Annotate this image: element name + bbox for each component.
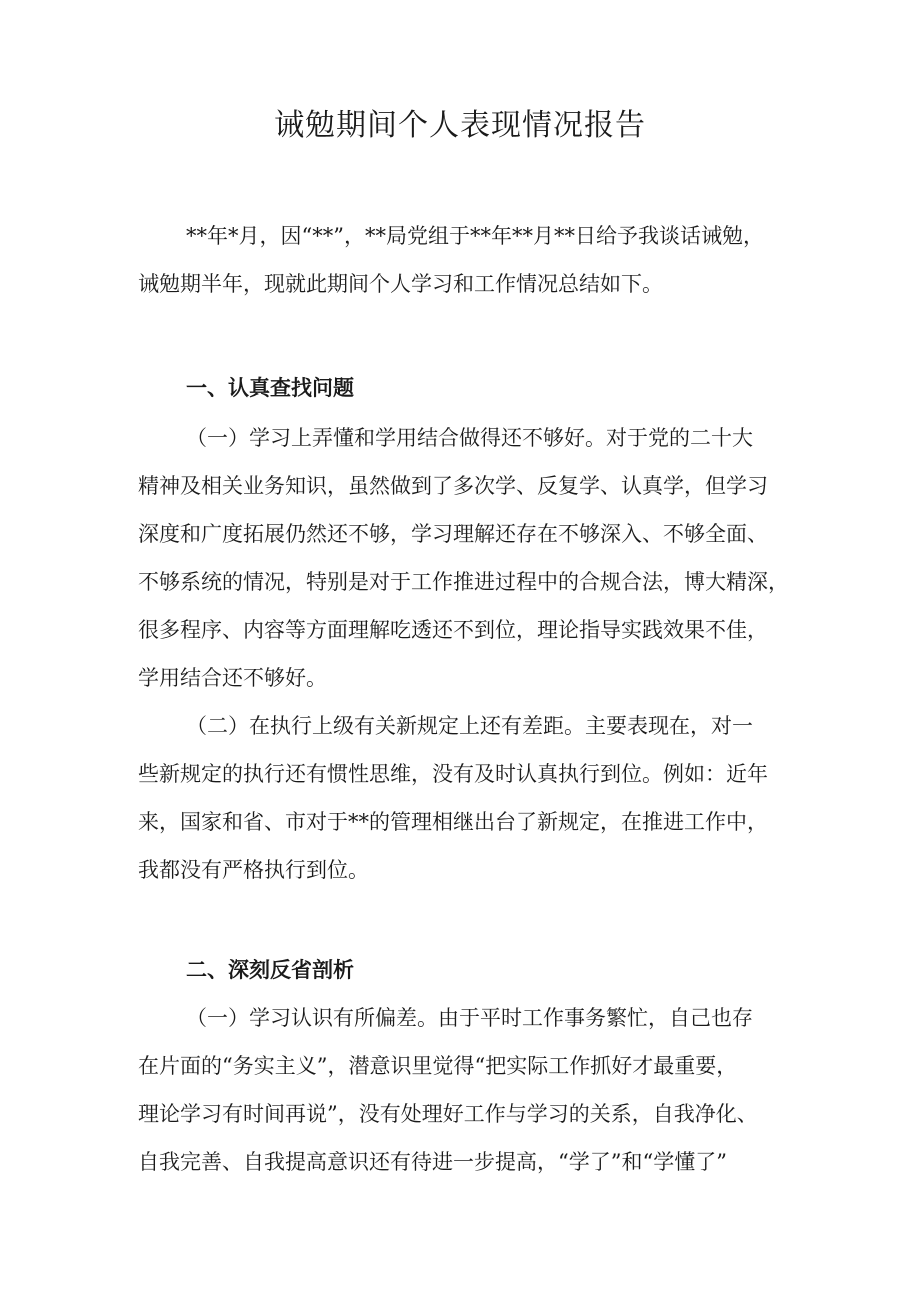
- paragraph-line: （一）学习认识有所偏差。由于平时工作事务繁忙，自己也存: [186, 1006, 753, 1030]
- paragraph-line: 精神及相关业务知识，虽然做到了多次学、反复学、认真学，但学习: [138, 474, 768, 498]
- paragraph-line: 自我完善、自我提高意识还有待进一步提高，“学了”和“学懂了”: [138, 1150, 727, 1174]
- section1-paragraph-1: [138, 414, 798, 702]
- paragraph-line: 很多程序、内容等方面理解吃透还不到位，理论指导实践效果不佳，: [138, 618, 768, 642]
- paragraph-line: 学用结合还不够好。: [138, 666, 327, 690]
- paragraph-line: 我都没有严格执行到位。: [138, 858, 369, 882]
- section-heading-1: 一、认真查找问题: [186, 376, 354, 400]
- paragraph-line: 不够系统的情况，特别是对于工作推进过程中的合规合法，博大精深，: [138, 570, 789, 594]
- paragraph-line: 在片面的“务实主义”，潜意识里觉得“把实际工作抓好才最重要，: [138, 1054, 738, 1078]
- intro-line: 诫勉期半年，现就此期间个人学习和工作情况总结如下。: [138, 272, 663, 296]
- paragraph-line: （一）学习上弄懂和学用结合做得还不够好。对于党的二十大: [186, 426, 753, 450]
- paragraph-line: 来，国家和省、市对于**的管理相继出台了新规定，在推进工作中，: [138, 810, 768, 834]
- intro-paragraph: [138, 212, 798, 308]
- section2-paragraph-1: [138, 994, 798, 1186]
- section1-paragraph-2: [138, 702, 798, 894]
- section-heading-2: 二、深刻反省剖析: [186, 958, 354, 982]
- intro-line: **年*月，因“**”，**局党组于**年**月**日给予我谈话诫勉，: [186, 224, 764, 248]
- paragraph-line: 深度和广度拓展仍然还不够，学习理解还存在不够深入、不够全面、: [138, 522, 768, 546]
- paragraph-line: （二）在执行上级有关新规定上还有差距。主要表现在，对一: [186, 714, 753, 738]
- paragraph-line: 理论学习有时间再说”，没有处理好工作与学习的关系，自我净化、: [138, 1102, 758, 1126]
- document-title: 诫勉期间个人表现情况报告: [274, 108, 646, 143]
- paragraph-line: 些新规定的执行还有惯性思维，没有及时认真执行到位。例如：近年: [138, 762, 768, 786]
